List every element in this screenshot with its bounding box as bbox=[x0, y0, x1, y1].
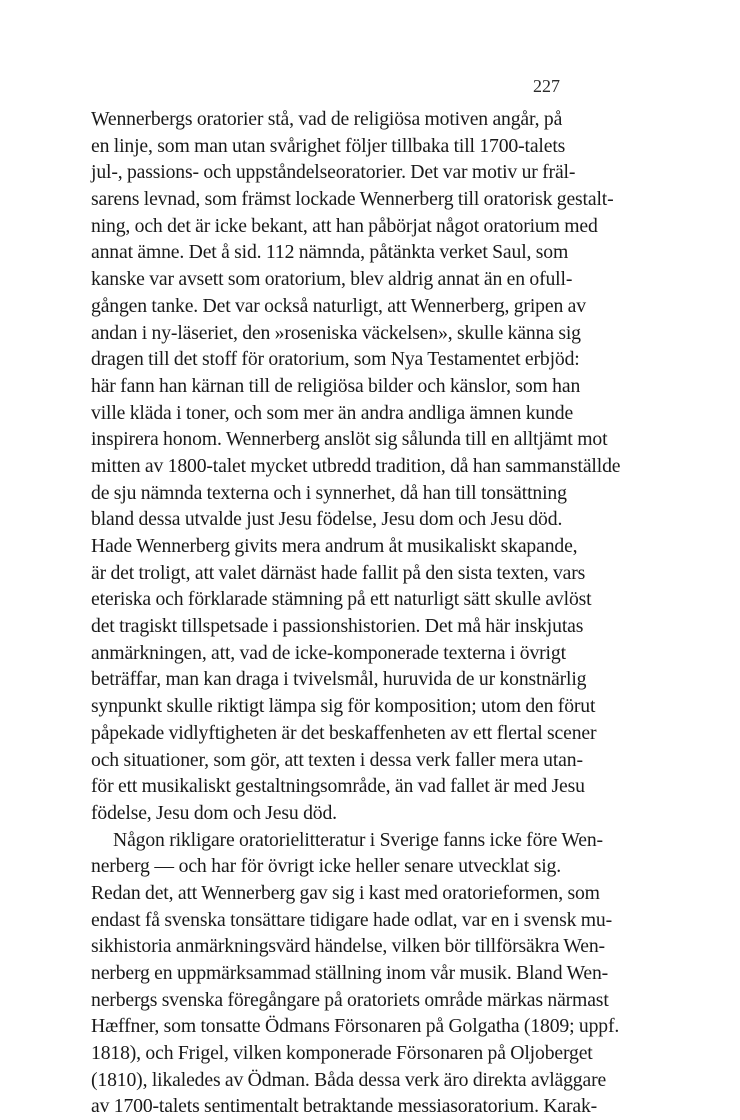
text-line: och situationer, som gör, att texten i dessa verk faller mera utan- bbox=[91, 748, 583, 771]
text-line: anmärkningen, att, vad de icke-komponerade texterna i övrigt bbox=[91, 641, 566, 664]
text-line: det tragiskt tillspetsade i passionshistorien. Det må här inskjutas bbox=[91, 615, 584, 638]
text-line: kanske var avsett som oratorium, blev aldrig annat än en ofull- bbox=[91, 268, 573, 291]
text-line: 1818), och Frigel, vilken komponerade Försonaren på Oljoberget bbox=[91, 1042, 593, 1065]
text-line: annat ämne. Det å sid. 112 nämnda, påtänkta verket Saul, som bbox=[91, 241, 569, 264]
page-number: 227 bbox=[533, 76, 560, 96]
text-line: födelse, Jesu dom och Jesu död. bbox=[91, 801, 337, 824]
text-line: dragen till det stoff för oratorium, som Nya Testamentet erbjöd: bbox=[91, 348, 580, 371]
text-line: sarens levnad, som främst lockade Wennerberg till oratorisk gestalt- bbox=[91, 188, 614, 211]
text-line: Redan det, att Wennerberg gav sig i kast med oratorieformen, som bbox=[91, 881, 600, 904]
text-line: Hade Wennerberg givits mera andrum åt musikaliskt skapande, bbox=[91, 535, 578, 557]
text-line: en linje, som man utan svårighet följer tillbaka till 1700-talets bbox=[91, 134, 566, 157]
text-line: ville kläda i toner, och som mer än andra andliga ämnen kunde bbox=[91, 401, 574, 424]
text-line: Hæffner, som tonsatte Ödmans Försonaren på Golgatha (1809; uppf. bbox=[91, 1015, 620, 1038]
text-line: inspirera honom. Wennerberg anslöt sig sålunda till en alltjämt mot bbox=[91, 428, 608, 451]
text-line: är det troligt, att valet därnäst hade fallit på den sista texten, vars bbox=[91, 561, 586, 584]
text-line: Någon rikligare oratorielitteratur i Sverige fanns icke före Wen- bbox=[113, 828, 603, 851]
text-line: eteriska och förklarade stämning på ett naturligt sätt skulle avlöst bbox=[91, 588, 592, 611]
text-line: av 1700-talets sentimentalt betraktande messiasoratorium. Karak- bbox=[91, 1095, 598, 1118]
text-line: andan i ny-läseriet, den »roseniska väckelsen», skulle känna sig bbox=[91, 321, 581, 344]
text-line: synpunkt skulle riktigt lämpa sig för komposition; utom den förut bbox=[91, 695, 596, 718]
text-line: nerberg — och har för övrigt icke heller senare utvecklat sig. bbox=[91, 855, 561, 878]
text-line: nerbergs svenska föregångare på oratoriets område märkas närmast bbox=[91, 988, 609, 1011]
text-line: ning, och det är icke bekant, att han påbörjat något oratorium med bbox=[91, 214, 598, 237]
text-line: påpekade vidlyftigheten är det beskaffenheten av ett flertal scener bbox=[91, 721, 597, 744]
text-line: beträffar, man kan draga i tvivelsmål, huruvida de ur konstnärlig bbox=[91, 668, 587, 691]
text-line: här fann han kärnan till de religiösa bilder och känslor, som han bbox=[91, 374, 581, 397]
text-line: för ett musikaliskt gestaltningsområde, än vad fallet är med Jesu bbox=[91, 775, 585, 798]
text-line: mitten av 1800-talet mycket utbredd tradition, då han sammanställde bbox=[91, 454, 621, 477]
text-line: sikhistoria anmärkningsvärd händelse, vilken bör tillförsäkra Wen- bbox=[91, 935, 605, 958]
text-line: jul-, passions- och uppståndelseoratorier. Det var motiv ur fräl- bbox=[91, 161, 576, 184]
text-line: endast få svenska tonsättare tidigare hade odlat, var en i svensk mu- bbox=[91, 908, 613, 931]
text-line: gången tanke. Det var också naturligt, att Wennerberg, gripen av bbox=[91, 294, 586, 317]
paragraph-2 bbox=[91, 827, 620, 1120]
text-line: (1810), likaledes av Ödman. Båda dessa verk äro direkta avläggare bbox=[91, 1068, 607, 1091]
text-line: bland dessa utvalde just Jesu födelse, Jesu dom och Jesu död. bbox=[91, 508, 563, 531]
text-line: Wennerbergs oratorier stå, vad de religiösa motiven angår, på bbox=[91, 108, 563, 130]
text-line: de sju nämnda texterna och i synnerhet, då han till tonsättning bbox=[91, 481, 567, 504]
paragraph-1 bbox=[91, 106, 621, 827]
body-text bbox=[91, 106, 621, 1120]
text-line: nerberg en uppmärksammad ställning inom vår musik. Bland Wen- bbox=[91, 962, 609, 984]
